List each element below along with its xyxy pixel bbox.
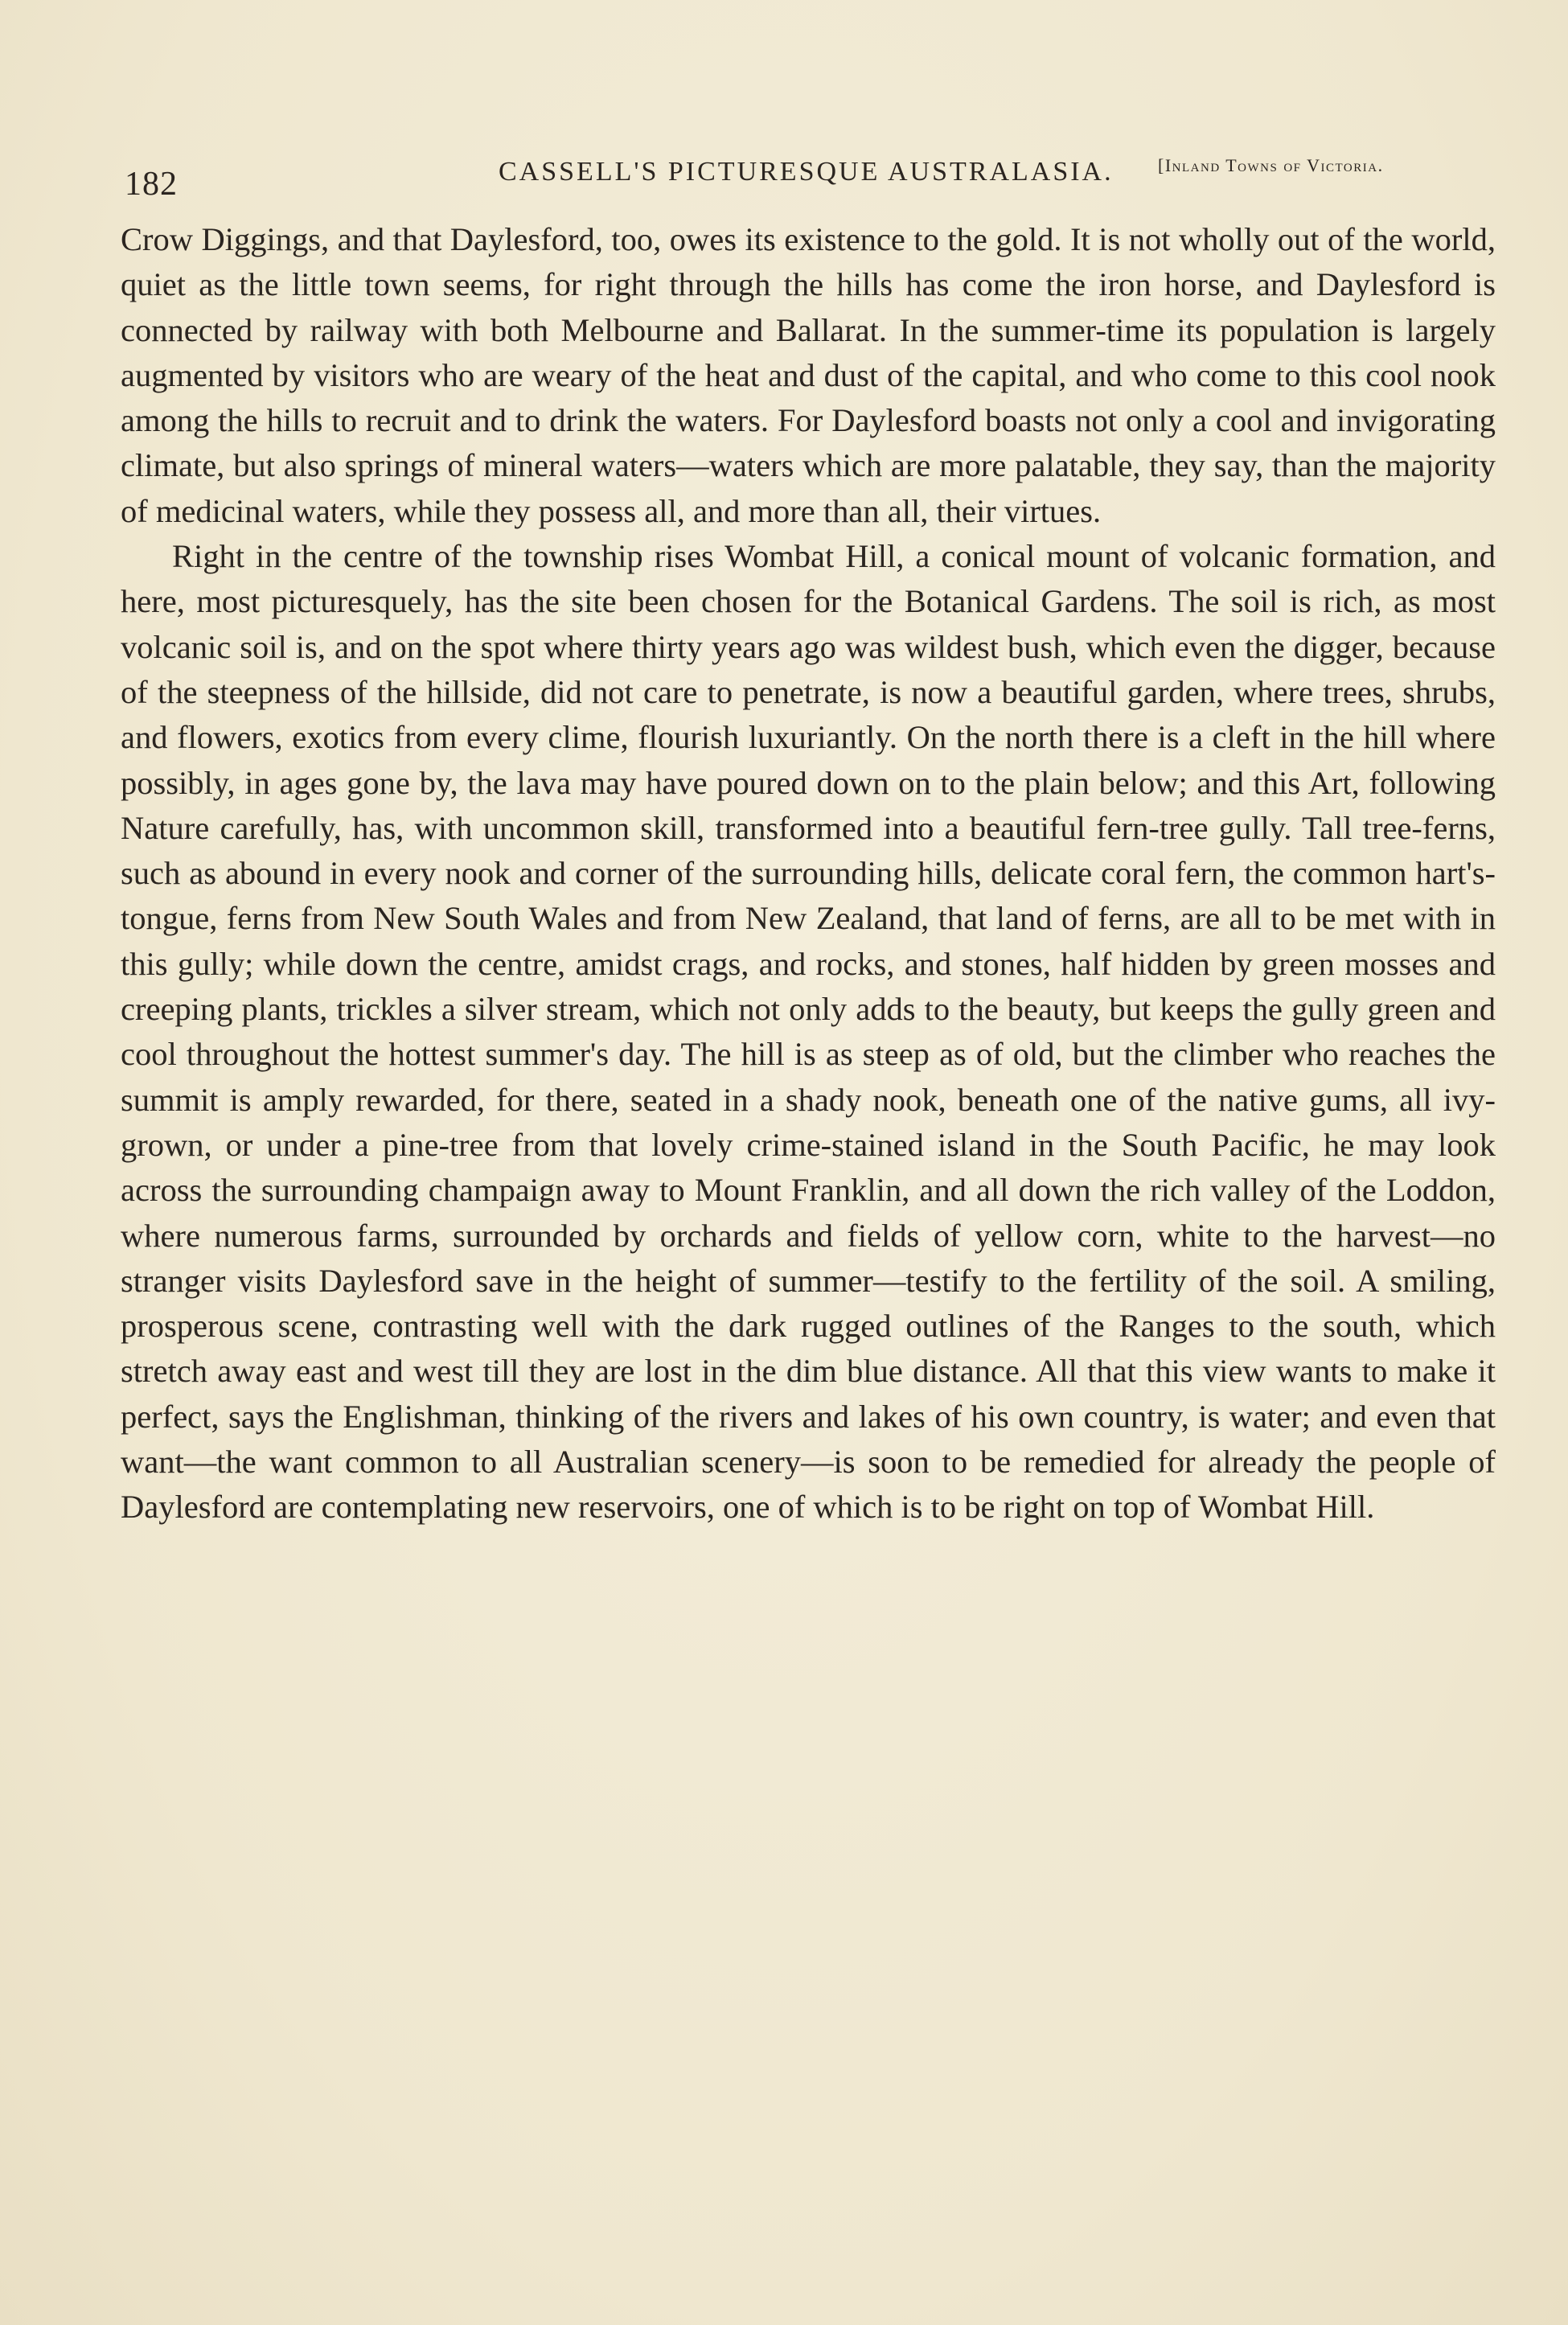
running-title: CASSELL'S PICTURESQUE AUSTRALASIA. xyxy=(499,157,1114,187)
paragraph: Crow Diggings, and that Daylesford, too, owes its existence to the gold. It is not wholly out of the world, quiet as the little town seems, for right through the hills has come the iron horse, and Daylesford is connected by railway with both Melbourne and Ballarat. In the summer-time its population is largely augmented by visitors who are weary of the heat and dust of the capital, and who come to this cool nook among the hills to recruit and to drink the waters. For Daylesford boasts not only a cool and invigorating climate, but also springs of mineral waters—waters which are more palatable, they say, than the majority of medicinal waters, while they possess all, and more than all, their virtues. xyxy=(121,221,1496,529)
paragraph: Right in the centre of the township rises Wombat Hill, a conical mount of volcanic formation, and here, most picturesquely, has the site been chosen for the Botanical Gardens. The soil is rich, as most volcanic soil is, and on the spot where thirty years ago was wildest bush, which even the digger, because of the steepness of the hillside, did not care to penetrate, is now a beautiful garden, where trees, shrubs, and flowers, exotics from every clime, flourish luxuriantly. On the north there is a cleft in the hill where possibly, in ages gone by, the lava may have poured down on to the plain below; and this Art, following Nature carefully, has, with uncommon skill, transformed into a beautiful fern-tree gully. Tall tree-ferns, such as abound in every nook and corner of the surrounding hills, delicate coral fern, the common hart's-tongue, ferns from New South Wales and from New Zealand, that land of ferns, are all to be met with in this gully; while down the centre, amidst crags, and rocks, and stones, half hidden by green mosses and creeping plants, trickles a silver stream, which not only adds to the beauty, but keeps the gully green and cool throughout the hottest summer's day. The hill is as steep as of old, but the climber who reaches the summit is amply rewarded, for there, seated in a shady nook, beneath one of the native gums, all ivy-grown, or under a pine-tree from that lovely crime-stained island in the South Pacific, he may look across the surrounding champaign away to Mount Franklin, and all down the rich valley of the Loddon, where numerous farms, surrounded by orchards and fields of yellow corn, white to the harvest—no stranger visits Daylesford save in the height of summer—testify to the fertility of the soil. A smiling, prosperous scene, contrasting well with the dark rugged outlines of the Ranges to the south, which stretch away east and west till they are lost in the dim blue distance. All that this view wants to make it perfect, says the Englishman, thinking of the rivers and lakes of his own country, is water; and even that want—the want common to all Australian scenery—is soon to be remedied for already the people of Daylesford are contemplating new reservoirs, one of which is to be right on top of Wombat Hill. xyxy=(121,538,1496,1526)
body-text xyxy=(121,217,1496,1530)
page-number: 182 xyxy=(125,166,178,203)
section-title: [Inland Towns of Victoria. xyxy=(1158,155,1384,175)
running-head xyxy=(121,149,1480,203)
